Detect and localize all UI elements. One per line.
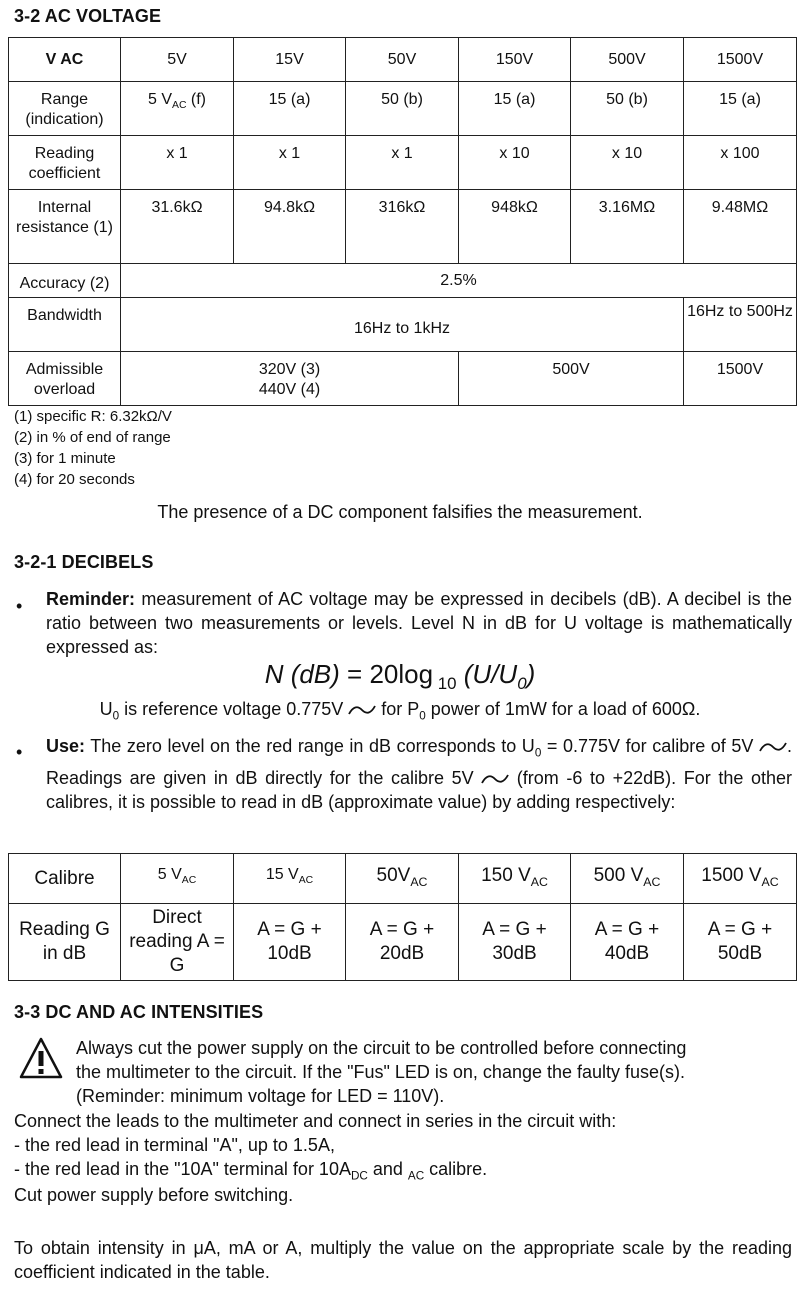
- intensity-paragraph: To obtain intensity in μA, mA or A, multiply the value on the appropriate scale by the reading coefficient indicated in the table.: [14, 1238, 792, 1282]
- row-label: Internal resistance (1): [9, 190, 121, 264]
- table-cell: 94.8kΩ: [234, 190, 346, 264]
- dc-component-note: The presence of a DC component falsifies the measurement.: [157, 502, 643, 522]
- warning-line: (Reminder: minimum voltage for LED = 110V).: [76, 1086, 445, 1106]
- header-cell: 50V: [346, 38, 459, 82]
- header-cell: 500V: [571, 38, 684, 82]
- header-cell: 150 $V_{AC}$: [459, 854, 571, 904]
- header-cell: $50V_{AC}$: [346, 854, 459, 904]
- ac-wave-icon: [759, 740, 787, 754]
- row-label: Admissible overload: [9, 352, 121, 406]
- warning-line: Always cut the power supply on the circuit to be controlled before connecting: [76, 1038, 687, 1058]
- table-cell: x 1: [234, 136, 346, 190]
- table-cell: 5 $V_{AC}$ (f): [121, 82, 234, 136]
- row-label: Range (indication): [9, 82, 121, 136]
- table-cell: A = G + 20dB: [346, 904, 459, 981]
- table-row: [9, 82, 797, 136]
- instruction-line: Connect the leads to the multimeter and connect in series in the circuit with:: [14, 1111, 617, 1131]
- table-cell: A = G + 40dB: [571, 904, 684, 981]
- table-row: [9, 298, 797, 352]
- header-cell: 150V: [459, 38, 571, 82]
- instruction-line: Cut power supply before switching.: [14, 1185, 294, 1205]
- reminder-paragraph: Reminder: measurement of AC voltage may be expressed in decibels (dB). A decibel is the ratio between two measurements or levels. Level N in dB for U voltage is mathematically expressed as:: [46, 589, 792, 657]
- table-cell: 31.6kΩ: [121, 190, 234, 264]
- decibel-formula: N (dB) = 20log $_{10}$ $(U/U_0)$: [264, 659, 536, 694]
- table-cell: 316kΩ: [346, 190, 459, 264]
- table-cell: Direct reading A = G: [121, 904, 234, 981]
- warning-line: the multimeter to the circuit. If the "Fus" LED is on, change the faulty fuse(s).: [76, 1062, 686, 1082]
- table-cell: 15 (a): [684, 82, 797, 136]
- table-cell: x 10: [571, 136, 684, 190]
- footnotes: [14, 406, 172, 490]
- table-cell: 500V: [459, 352, 684, 406]
- header-cell: 1500V: [684, 38, 797, 82]
- header-cell: 15V: [234, 38, 346, 82]
- footnote: (1) specific R: 6.32kΩ/V: [14, 408, 172, 425]
- table-cell: x 1: [346, 136, 459, 190]
- section-title-ac-voltage: 3-2 AC VOLTAGE: [14, 6, 162, 26]
- table-cell: 50 (b): [571, 82, 684, 136]
- table-cell: 948kΩ: [459, 190, 571, 264]
- header-cell: 15 $V_{AC}$: [234, 854, 346, 904]
- header-cell: 500 $V_{AC}$: [571, 854, 684, 904]
- table-row: [9, 136, 797, 190]
- table-cell: 16Hz to 1kHz: [121, 298, 684, 352]
- table-cell: A = G + 10dB: [234, 904, 346, 981]
- use-paragraph: Use: The zero level on the red range in dB corresponds to $U_0 = 0.775V$ for calibre of 5V . Readings are given in dB directly for the calibre 5V (from -6 to +22dB). For the other calibres, it is possible to read in dB (approximate value) by adding respectively:: [46, 736, 792, 812]
- table-cell: 16Hz to 500Hz: [684, 298, 797, 352]
- bullet-icon: •: [16, 596, 23, 616]
- table-row: [9, 352, 797, 406]
- table-cell: 15 (a): [234, 82, 346, 136]
- header-cell: 1500 $V_{AC}$: [684, 854, 797, 904]
- instruction-line: - the red lead in terminal "A", up to 1.5A,: [14, 1135, 335, 1155]
- header-cell: 5V: [121, 38, 234, 82]
- header-cell: Calibre: [9, 854, 121, 904]
- table-cell: x 1: [121, 136, 234, 190]
- ac-wave-icon: [348, 703, 376, 717]
- table-row: [9, 190, 797, 264]
- table-cell: 320V (3) 440V (4): [121, 352, 459, 406]
- table-cell: 15 (a): [459, 82, 571, 136]
- table-row: [9, 904, 797, 981]
- table-cell: 3.16MΩ: [571, 190, 684, 264]
- table-row: [9, 38, 797, 82]
- ac-wave-icon: [481, 772, 509, 786]
- footnote: (4) for 20 seconds: [14, 471, 135, 488]
- section-title-decibels: 3-2-1 DECIBELS: [14, 552, 154, 572]
- row-label: Bandwidth: [9, 298, 121, 352]
- table-cell: 1500V: [684, 352, 797, 406]
- table-cell: 2.5%: [121, 264, 797, 298]
- row-label: Accuracy (2): [9, 264, 121, 298]
- footnote: (3) for 1 minute: [14, 450, 116, 467]
- table-cell: 50 (b): [346, 82, 459, 136]
- table-cell: A = G + 30dB: [459, 904, 571, 981]
- table-cell: x 100: [684, 136, 797, 190]
- ac-voltage-table: [8, 37, 797, 406]
- instruction-line: - the red lead in the "10A" terminal for $10A_{DC}$ and $_{AC}$ calibre.: [14, 1159, 488, 1183]
- row-label: Reading coefficient: [9, 136, 121, 190]
- footnote: (2) in % of end of range: [14, 429, 171, 446]
- table-row: [9, 854, 797, 904]
- section-title-intensities: 3-3 DC AND AC INTENSITIES: [14, 1002, 264, 1022]
- table-row: [9, 264, 797, 298]
- bullet-icon: •: [16, 742, 23, 762]
- warning-icon: [18, 1036, 64, 1080]
- table-cell: A = G + 50dB: [684, 904, 797, 981]
- header-cell: 5 $V_{AC}$: [121, 854, 234, 904]
- header-cell: V AC: [9, 38, 121, 82]
- table-cell: x 10: [459, 136, 571, 190]
- row-label: Reading G in dB: [9, 904, 121, 981]
- decibel-calibre-table: [8, 853, 797, 981]
- reference-voltage-line: $U_0$ is reference voltage 0.775V for $P_0$ power of 1mW for a load of 600Ω.: [99, 699, 701, 723]
- table-cell: 9.48MΩ: [684, 190, 797, 264]
